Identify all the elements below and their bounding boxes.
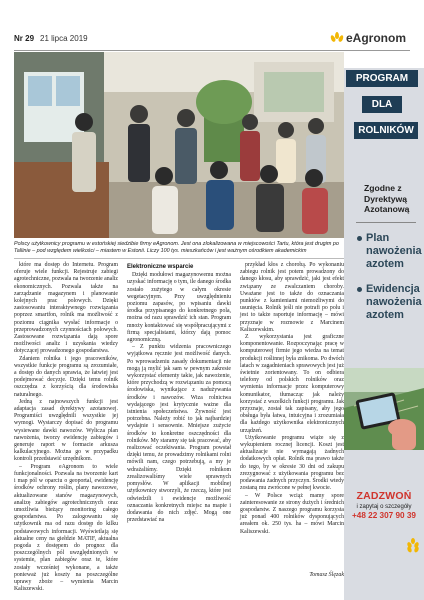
contact-box — [344, 490, 424, 520]
tablet-hand-illustration — [344, 368, 424, 450]
bullet-dot-icon — [357, 287, 362, 292]
paragraph: przykład kłos z chorobą. Po wykonaniu zabiegu rolnik jest potem prowadzony do danego kłosu, aby sprawdzić, jaki jest efekt związany ze zwalczaniem choroby. Uważane jest to także do oznaczania punktów z kamieniami niemożliwymi do usunięcia. Rolnik jeśli nie potrafi po polu i jest to także raportuje informację – mówi przyznaje w rozmowie z Marcinem Kaliszewskim. — [240, 262, 344, 333]
call-subtitle: i zapytaj o szczegóły — [356, 504, 412, 510]
ad-heading: Zgodne z Dyrektywą Azotanową — [364, 183, 410, 215]
paragraph: Z wykorzystania jest graficzne komponentowanie. Rozpoczynając pracę w komputerowej firmie jego wiedza na temat produkcji roślinnej była znikoma. Po dwóch latach w zagadnieniach sprawowych jest już świetnie zorientowany. To on odbiera telefony od polskich rolników oraz wymienia informacje przez komputerowy komunikator, tłumacząc jak należy korzystać z wszelkich funkcji programu. Jak przyznaje, został tak zapisany, aby jego obsługa była łatwa, intuicyjna i zrozumiała dla każdego użytkownika elektronicznych urządzeń. — [240, 334, 344, 434]
brand-name: eAgronom — [346, 31, 406, 45]
section-heading: Elektroniczne wsparcie — [127, 264, 194, 270]
paragraph: – Program eAgronom to wiele funkcjonalności. Pozwala na tworzenie kart i map pól w oparciu o geoportal, ewidencję środków ochrony roślin, plany nawozowe, aktualizowane stanów magazynowych, analizę zabiegów agrotechnicznych oraz umożliwia bieżący monitoring całego gospodarstwa. Po zalogowaniu się użytkownik ma od razu dostęp do kilku podstawowych informacji. Wyświetlają się aktualne ceny na giełdzie MATIF, aktualna pogoda z dostępem do prognoz dla poszczególnych pól uwzględnionych w systemie, plan zabiegów oraz te, które zostały wcześniej wykonane, a także ponieważ już koszty na poszczególne uprawy zboże – wymienia Marcin Kaliszewski. — [14, 463, 118, 593]
ad-bullet-label: Ewidencja nawożenia azotem — [366, 283, 422, 321]
call-heading: ZADZWOŃ — [356, 490, 412, 502]
article-column-2 — [127, 262, 231, 524]
article-column-3 — [240, 262, 344, 536]
bullet-dot-icon — [357, 236, 362, 241]
author-signature: Tomasz Ślęzak — [309, 572, 344, 578]
ad-tag-program: PROGRAM — [346, 70, 418, 87]
paragraph: Jedną z najnowszych funkcji jest adaptacja zasad dyrektywy azotanowej. Programiści uwzględnili wszystkie jej wymogi. Wystarczy dopisać do programu wysiewane dawki nawozów. Wylicza plan nawożenia, tworzy ewidencję zabiegów i generuje raport w formacie arkusza kalkulacyjnego. Można go w przypadku kontroli przedstawić urzędnikom. — [14, 398, 118, 463]
paragraph: – W Polsce wciąż mamy spore zainteresowanie ze strony dużych i średnich gospodarstw. Z naszego programu korzysta już ponad 400 rolników dysponujących areałem ok. 250 tys. ha – mówi Marcin Kaliszewski. — [240, 492, 344, 535]
photo-caption: Polscy użytkownicy programu w estońskiej siedzibie firmy eAgronom. Jest ona zlokalizowana w miejscowości Tartu, która jest drugim po Tallinie – pod względem wielkości – miastem w Estonii. Liczy 100 tys. mieszkańców i jest ważnym ośrodkiem akademickim — [14, 241, 339, 254]
caption-divider — [14, 258, 344, 259]
main-photo — [14, 52, 344, 238]
ad-sidebar — [344, 68, 424, 600]
paragraph: które ma dostęp do Internetu. Program oferuje wiele funkcji. Rejestruje zabiegi agrotechniczne, pozwala na tworzenie analiz ekonomicznych. Pozwala także na zarządzanie magazynem i planowanie kolejnych prac polowych. Dzięki zastosowaniu interaktywnego rozwiązania poprzez smartfon, rolnik ma możliwość z poziomu ciągnika wysłać informacje o przeprowadzonych czynnościach polowych. Zastosowane rozwiązania dają spore możliwości analiz i uzyskania wiedzy dotyczącej prowadzonego gospodarstwa. — [14, 262, 118, 355]
ad-photo — [344, 368, 424, 450]
ad-bullet-label: Plan nawożenia azotem — [366, 232, 422, 270]
paragraph: – Z punktu widzenia pracowniczego wyjątkowa ręcznie jest możliwość danych. Po wprowadzeniu zasady dokumentacji nie mogą ją mylić jak sam w pewnym zakresie wykorzystać elementy takie, jak nawożenie, które przychodzą w rozwiązaniu za pomocą środowiska, wynikające z nadużywania środków i nawozów. Wiza rolnictwa wydającego jest krytycznie ważne dla istnienia społeczeństwa. Żywność jest potrzebna. Należy robić to jak najbardziej wydajnie i sensownie. Mniejsze zużycie środków to konkretne oszczędności dla rolników. My staramy się tak pracować, aby realizować oczekiwania. Program powstał dzięki temu, że prowadzimy rolnikami rolni mówili nam, czego potrzebują, a my je wdrażaliśmy. Dzięki rolnikom zrealizowaliśmy wiele sprawnych pomysłów. W aplikacji mobilnej użytkownicy stworzyli, że rzeczą, które jest odwiedzili i ewidencje możliwość oznaczania konkretnych miejsc na mapie i dodawania do nich zdjęć. Mogą one przedstawiać na — [127, 344, 231, 524]
paragraph: Zdaniem rolnika i jego pracowników, wszystkie funkcje programu są zrozumiałe, a dostęp do danych sprawia, że łatwiej jest podejmować decyzje. Dzięki temu rolnik oszczędza z korzyścią dla środowiska naturalnego. — [14, 355, 118, 398]
ad-divider — [356, 222, 416, 223]
article-column-1 — [14, 262, 118, 593]
issue-number: Nr 29 — [14, 34, 35, 43]
wheat-icon — [406, 538, 420, 554]
wheat-icon — [331, 32, 343, 44]
issue-date: 21 lipca 2019 — [40, 34, 88, 43]
phone-number[interactable]: +48 22 307 90 39 — [352, 511, 416, 520]
paragraph: Użytkowanie programu wiąże się z wykupieniem rocznej licencji. Koszt jest aktualizacje nie wymagają żadnych dodatkowych opłat. Rolnik ma prawo także do tego, by w okresie 30 dni od zakupu zrezygnować z użytkowania programu bez podawania żadnych przyczyn. Środki wtedy zostaną mu zwrócone w pełnej kwocie. — [240, 434, 344, 492]
article-body — [14, 262, 344, 593]
ad-bullet-plan — [357, 232, 423, 270]
group-photo-illustration — [14, 52, 344, 238]
ad-tag-dla: DLA — [362, 96, 402, 113]
header-divider — [14, 50, 410, 51]
paragraph: Dzięki modułowi magazynowemu można uzyskać informację o tym, ile danego środka zostało zużytego w całym okresie wegetacyjnym. Przy uwzględnieniu poziomu zapasów, po wpisaniu dawki środka przypisanego do konkretnego pola, można od razu sprawdzić ich stan. Program mnoży kontaktować się współpracującymi z firmą specjalistami, którzy dają pomoc agronomiczną. — [127, 272, 231, 344]
brand-logo — [331, 30, 406, 46]
ad-bullet-ewidencja — [357, 283, 423, 321]
ad-tag-rolnikow: ROLNIKÓW — [354, 122, 418, 139]
